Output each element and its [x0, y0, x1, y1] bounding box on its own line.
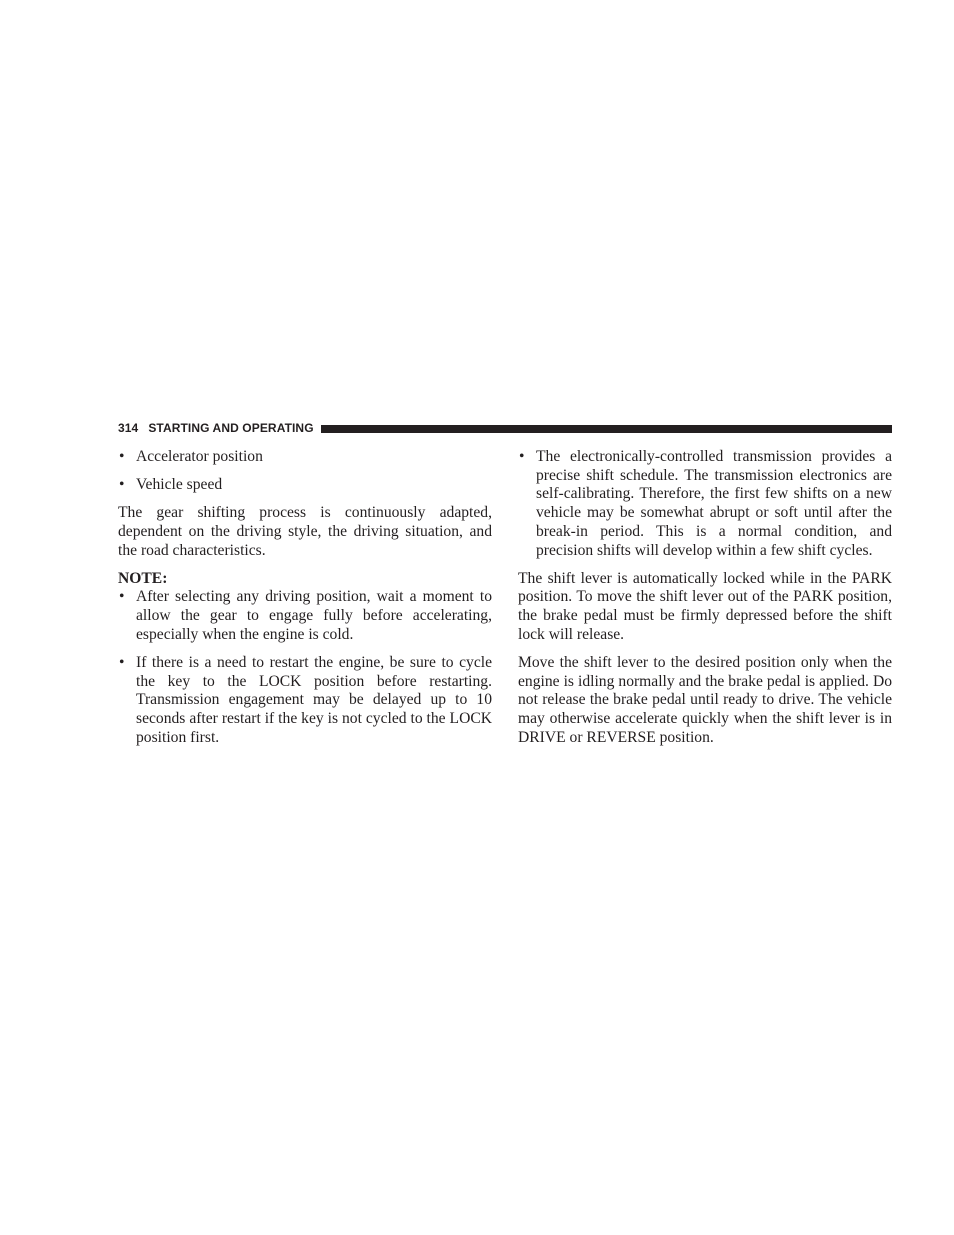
page-number: 314: [118, 421, 139, 435]
list-item-text: If there is a need to restart the engine, be sure to cycle the key to the LOCK position before restarting. Transmission engagement may be delayed up to 10 seconds after restart if the key is not cycled to the LOCK position first.: [136, 653, 492, 746]
body-paragraph: The gear shifting process is continuously adapted, dependent on the driving style, the driving situation, and the road characteristics.: [118, 504, 492, 559]
list-item-text: Vehicle speed: [136, 476, 223, 494]
bullet-icon: •: [119, 476, 125, 494]
list-item: [118, 654, 492, 748]
list-item: [518, 448, 892, 560]
bullet-icon: •: [119, 588, 125, 606]
list-item-text: The electronically-controlled transmission provides a precise shift schedule. The transmission electronics are self-calibrating. Therefore, the first few shifts on a new vehicle may be somewhat abrupt or soft until after the break-in period. This is a normal condition, and precision shifts will develop within a few shift cycles.: [536, 448, 892, 559]
page-header: [118, 419, 892, 437]
bullet-icon: •: [119, 653, 125, 671]
bullet-icon: •: [519, 448, 525, 465]
list-item: [118, 476, 492, 495]
body-paragraph: Move the shift lever to the desired position only when the engine is idling normally and the brake pedal is applied. Do not release the brake pedal until ready to drive. The vehicle may otherwise accelerate quickly when the shift lever is in DRIVE or REVERSE position.: [518, 653, 892, 746]
right-column: [518, 448, 892, 757]
list-item: [118, 448, 492, 467]
note-label: NOTE:: [118, 569, 168, 587]
left-column: [118, 448, 492, 757]
section-title: STARTING AND OPERATING: [148, 421, 314, 435]
header-rule: [321, 425, 892, 433]
list-item: [118, 588, 492, 644]
list-item-text: Accelerator position: [136, 448, 263, 465]
body-paragraph: The shift lever is automatically locked while in the PARK position. To move the shift lever out of the PARK position, the brake pedal must be firmly depressed before the shift lock will release.: [518, 569, 892, 643]
list-item-text: After selecting any driving position, wait a moment to allow the gear to engage fully before accelerating, especially when the engine is cold.: [136, 588, 492, 643]
bullet-icon: •: [119, 448, 125, 465]
